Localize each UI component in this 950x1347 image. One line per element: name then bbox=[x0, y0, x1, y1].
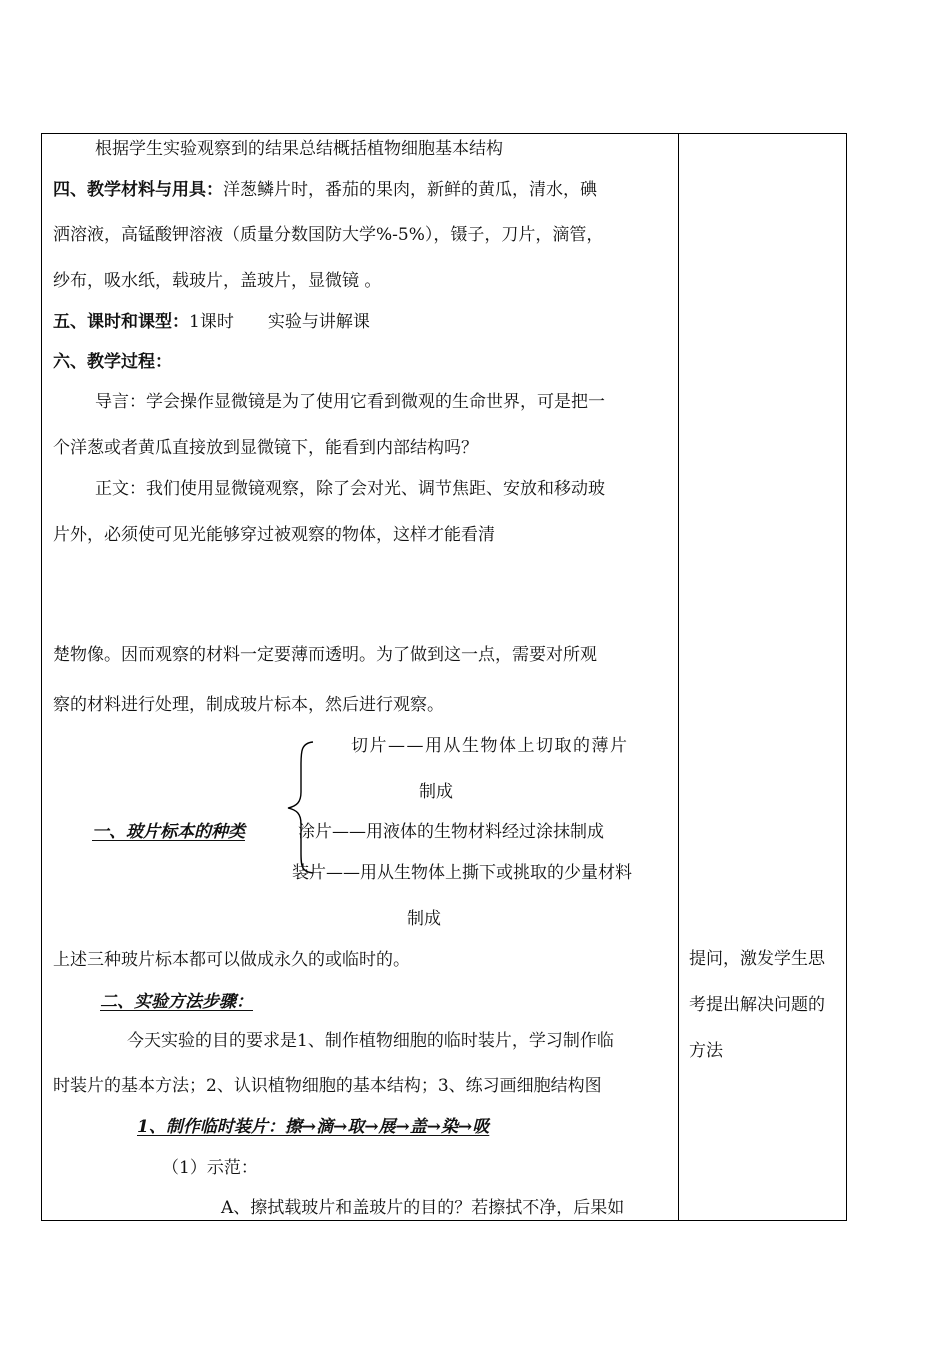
section-4-line-3: 纱布，吸水纸，载玻片，盖玻片，显微镜 。 bbox=[53, 271, 382, 291]
lead-line-1: 导言：学会操作显微镜是为了使用它看到微观的生命世界，可是把一 bbox=[95, 392, 605, 412]
side-note-line-3: 方法 bbox=[689, 1041, 723, 1061]
type-3-line-2: 制成 bbox=[407, 909, 441, 929]
section-5-heading: 五、课时和课型： bbox=[53, 312, 189, 332]
demo-label: （1）示范： bbox=[162, 1158, 258, 1178]
body-line-4: 察的材料进行处理，制成玻片标本，然后进行观察。 bbox=[53, 695, 444, 715]
types-note: 上述三种玻片标本都可以做成永久的或临时的。 bbox=[53, 950, 410, 970]
type-1-line-1: 切片——用从生物体上切取的薄片 bbox=[351, 736, 629, 756]
question-a: A、擦拭载玻片和盖玻片的目的？若擦拭不净，后果如 bbox=[221, 1198, 625, 1218]
steps-heading: 二、实验方法步骤： bbox=[100, 992, 253, 1012]
table-frame bbox=[41, 133, 847, 1221]
type-1-line-2: 制成 bbox=[419, 782, 453, 802]
section-4-line-2: 洒溶液，高锰酸钾溶液（质量分数国防大学%-5%），镊子，刀片，滴管， bbox=[53, 225, 604, 245]
body-line-2: 片外，必须使可见光能够穿过被观察的物体，这样才能看清 bbox=[53, 525, 495, 545]
body-line-3: 楚物像。因而观察的材料一定要薄而透明。为了做到这一点，需要对所观 bbox=[53, 645, 597, 665]
section-5-line bbox=[53, 311, 370, 333]
section-4-text-1: 洋葱鳞片时，番茄的果肉，新鲜的黄瓜，清水，碘 bbox=[223, 180, 597, 200]
section-5-text: 1课时 实验与讲解课 bbox=[189, 312, 370, 332]
lead-line-2: 个洋葱或者黄瓜直接放到显微镜下，能看到内部结构吗？ bbox=[53, 438, 478, 458]
body-line-1: 正文：我们使用显微镜观察，除了会对光、调节焦距、安放和移动玻 bbox=[95, 479, 605, 499]
goal-line-1: 今天实验的目的要求是1、制作植物细胞的临时装片，学习制作临 bbox=[127, 1031, 614, 1051]
curly-brace bbox=[285, 740, 315, 875]
goal-line-2: 时装片的基本方法；2、认识植物细胞的基本结构；3、练习画细胞结构图 bbox=[53, 1076, 602, 1096]
section-6-heading: 六、教学过程： bbox=[53, 352, 172, 372]
section-4-line-1 bbox=[53, 179, 597, 201]
step-1-heading: 1、制作临时装片：擦→滴→取→展→盖→染→吸 bbox=[137, 1117, 490, 1137]
type-2-line: 涂片——用液体的生物材料经过涂抹制成 bbox=[298, 822, 604, 842]
side-note-line-1: 提问，激发学生思 bbox=[689, 949, 825, 969]
types-heading: 一、玻片标本的种类 bbox=[92, 822, 245, 842]
side-note-line-2: 考提出解决问题的 bbox=[689, 995, 825, 1015]
section-4-heading: 四、教学材料与用具： bbox=[53, 180, 223, 200]
column-divider bbox=[678, 133, 679, 1221]
intro-line: 根据学生实验观察到的结果总结概括植物细胞基本结构 bbox=[95, 139, 503, 159]
type-3-line-1: 装片——用从生物体上撕下或挑取的少量材料 bbox=[292, 863, 632, 883]
